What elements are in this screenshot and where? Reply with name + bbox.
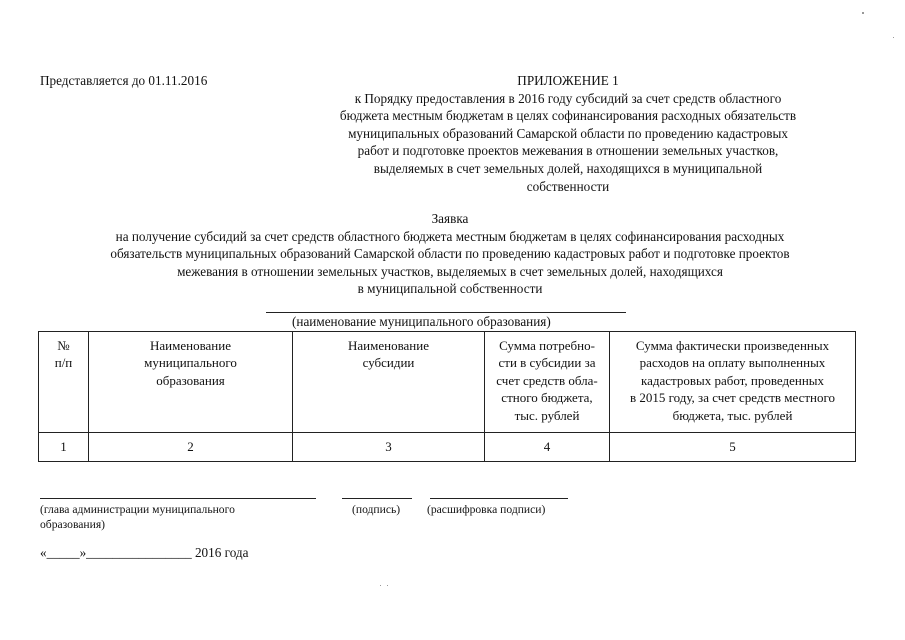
column-number-cell: 5 — [610, 433, 856, 462]
head-signature-line[interactable] — [40, 498, 316, 499]
appendix-heading — [288, 72, 848, 195]
scan-speck — [893, 37, 894, 38]
application-title: Заявка — [431, 211, 469, 226]
column-header-number: № п/п — [39, 332, 89, 433]
table-row — [39, 433, 856, 462]
municipality-caption: (наименование муниципального образования) — [292, 314, 551, 329]
appendix-line: собственности — [526, 178, 610, 194]
scan-speck — [862, 12, 864, 14]
application-line: в муниципальной собственности — [357, 281, 543, 297]
submission-deadline: Представляется до 01.11.2016 — [40, 73, 208, 88]
scan-speck — [387, 585, 388, 586]
appendix-line: выделяемых в счет земельных долей, находящихся в муниципальной — [373, 160, 763, 176]
scan-speck — [380, 585, 381, 586]
application-line: обязательств муниципальных образований Самарской области по проведению кадастровых работ и подготовке проектов — [110, 246, 790, 262]
subsidy-table — [38, 331, 856, 462]
column-number-cell: 2 — [89, 433, 293, 462]
transcript-caption: (расшифровка подписи) — [427, 503, 546, 516]
signature-caption: (подпись) — [352, 503, 401, 516]
appendix-line: работ и подготовке проектов межевания в отношении земельных участков, — [357, 143, 779, 159]
transcript-line[interactable] — [430, 498, 568, 499]
application-line: на получение субсидий за счет средств областного бюджета местным бюджетам в целях софинансирования расходных — [115, 228, 785, 244]
column-header-actual-expenses: Сумма фактически произведенных расходов на оплату выполненных кадастровых работ, проведенных в 2015 году, за счет средств местного бюджета, тыс. рублей — [610, 332, 856, 433]
column-number-cell: 1 — [39, 433, 89, 462]
table-header-row — [39, 332, 856, 433]
column-number-cell: 3 — [293, 433, 485, 462]
appendix-line: к Порядку предоставления в 2016 году субсидий за счет средств областного — [354, 90, 782, 106]
head-caption: (глава администрации муниципального образования) — [40, 503, 235, 531]
application-heading — [20, 210, 880, 298]
appendix-line: муниципальных образований Самарской области по проведению кадастровых — [348, 125, 788, 141]
column-header-subsidy-need: Сумма потребно- сти в субсидии за счет средств обла- стного бюджета, тыс. рублей — [485, 332, 610, 433]
appendix-title: ПРИЛОЖЕНИЕ 1 — [517, 73, 619, 88]
column-header-subsidy-name: Наименование субсидии — [293, 332, 485, 433]
signature-line[interactable] — [342, 498, 412, 499]
column-number-cell: 4 — [485, 433, 610, 462]
appendix-line: бюджета местным бюджетам в целях софинансирования расходных обязательств — [339, 108, 797, 124]
date-line[interactable]: «_____»________________ 2016 года — [40, 545, 249, 560]
column-header-municipality: Наименование муниципального образования — [89, 332, 293, 433]
application-line: межевания в отношении земельных участков, выделяемых в счет земельных долей, находящихся — [177, 263, 723, 279]
